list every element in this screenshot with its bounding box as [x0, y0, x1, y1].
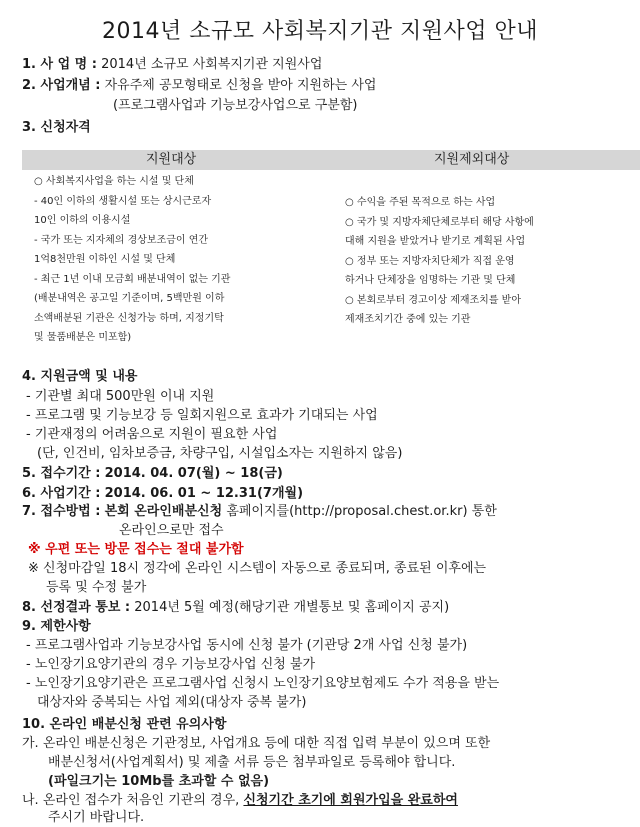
section-5 — [22, 465, 283, 483]
eligible-item: - 국가 또는 지자체의 경상보조금이 연간 — [34, 234, 209, 246]
section-6-label: 6. 사업기간 : — [22, 486, 101, 501]
section-4-item: - 프로그램 및 기능보강 등 일회지원으로 효과가 기대되는 사업 — [26, 408, 378, 423]
eligible-item: 10인 이하의 이용시설 — [34, 215, 131, 226]
section-1-value: 2014년 소규모 사회복지기관 지원사업 — [101, 57, 323, 72]
section-10-na-emphasis: 신청기간 초기에 회원가입을 완료하여 — [243, 793, 458, 808]
section-10-na — [22, 792, 458, 810]
section-2 — [22, 77, 376, 95]
section-4-item: - 기관별 최대 500만원 이내 지원 — [26, 389, 215, 404]
eligible-item: 1억8천만원 이하인 시설 및 단체 — [34, 254, 176, 265]
excluded-item: ○ 본회로부터 경고이상 제재조치를 받아 — [345, 294, 522, 306]
excluded-item: ○ 수익을 주된 목적으로 하는 사업 — [345, 197, 496, 208]
excluded-item: 하거나 단체장을 임명하는 기관 및 단체 — [345, 275, 516, 286]
excluded-item: 대해 지원을 받았거나 받기로 계획된 사업 — [345, 236, 526, 247]
eligible-item: 및 물품배분은 미포함) — [34, 332, 132, 343]
section-10-ga: 배분신청서(사업계획서) 및 제출 서류 등은 첨부파일로 등록해야 합니다. — [48, 755, 456, 770]
section-4-item: - 기관재정의 어려움으로 지원이 필요한 사업 — [26, 427, 278, 442]
col-header-eligible: 지원대상 — [146, 152, 197, 167]
section-4-item: (단, 인건비, 임차보증금, 차량구입, 시설입소자는 지원하지 않음) — [37, 446, 403, 461]
col-header-excluded: 지원제외대상 — [434, 152, 510, 167]
section-8 — [22, 599, 449, 617]
section-7-sub: 온라인으로만 접수 — [119, 523, 224, 538]
section-8-value: 2014년 5월 예정(해당기관 개별통보 및 홈페이지 공지) — [134, 600, 450, 615]
section-4-label: 4. 지원금액 및 내용 — [22, 369, 138, 384]
section-10-na-text: 나. 온라인 접수가 처음인 기관의 경우, — [22, 793, 240, 808]
eligibility-table-header — [22, 150, 640, 170]
section-10-label: 10. 온라인 배분신청 관련 유의사항 — [22, 717, 227, 732]
excluded-item: ○ 정부 또는 지방자치단체가 직접 운영 — [345, 255, 515, 267]
section-10-ga-note: (파일크기는 10Mb를 초과할 수 없음) — [48, 774, 270, 789]
eligible-item: (배분내역은 공고일 기준이며, 5백만원 이하 — [34, 293, 225, 304]
section-5-value: 2014. 04. 07(월) ~ 18(금) — [104, 466, 283, 481]
section-7-value-bold: 본회 온라인배분신청 — [104, 504, 223, 519]
eligible-item: - 40인 이하의 생활시설 또는 상시근로자 — [34, 195, 212, 207]
eligible-item: ○ 사회복지사업을 하는 시설 및 단체 — [34, 176, 194, 187]
section-10-ga: 가. 온라인 배분신청은 기관정보, 사업개요 등에 대한 직접 입력 부분이 있으며 또한 — [22, 736, 491, 751]
section-5-label: 5. 접수기간 : — [22, 466, 101, 481]
section-9-item: - 노인장기요양기관의 경우 기능보강사업 신청 불가 — [26, 657, 316, 672]
section-7-value: 홈페이지를(http://proposal.chest.or.kr) 통한 — [226, 504, 497, 519]
section-10-na: 주시기 바랍니다. — [48, 810, 145, 825]
excluded-item: 제재조치기간 중에 있는 기관 — [345, 314, 471, 325]
section-7-label: 7. 접수방법 : — [22, 504, 101, 519]
section-2-label: 2. 사업개념 : — [22, 78, 101, 93]
eligible-item: - 최근 1년 이내 모금회 배분내역이 없는 기관 — [34, 273, 231, 285]
section-9-item: 대상자와 중복되는 사업 제외(대상자 중복 불가) — [37, 695, 307, 710]
section-7-note: ※ 신청마감일 18시 정각에 온라인 시스템이 자동으로 종료되며, 종료된 이후에는 — [28, 561, 487, 576]
section-6 — [22, 485, 303, 503]
warning-text: ※ 우편 또는 방문 접수는 절대 불가함 — [28, 542, 244, 557]
section-7 — [22, 503, 497, 521]
page-title: 2014년 소규모 사회복지기관 지원사업 안내 — [102, 19, 538, 44]
section-1-label: 1. 사 업 명 : — [22, 57, 97, 72]
section-9-item: - 노인장기요양기관은 프로그램사업 신청시 노인장기요양보험제도 수가 적용을 받는 — [26, 676, 500, 691]
section-8-label: 8. 선정결과 통보 : — [22, 600, 131, 615]
section-6-value: 2014. 06. 01 ~ 12.31(7개월) — [104, 486, 304, 501]
section-2-sub: (프로그램사업과 기능보강사업으로 구분함) — [113, 98, 358, 113]
section-9-item: - 프로그램사업과 기능보강사업 동시에 신청 불가 (기관당 2개 사업 신청 불가) — [26, 638, 468, 653]
section-7-note: 등록 및 수정 불가 — [46, 580, 147, 595]
excluded-item: ○ 국가 및 지방자체단체로부터 해당 사항에 — [345, 216, 534, 228]
eligible-item: 소액배분된 기관은 신청가능 하며, 지정기탁 — [34, 312, 224, 324]
section-3-label: 3. 신청자격 — [22, 120, 91, 135]
section-2-value: 자유주제 공모형태로 신청을 받아 지원하는 사업 — [104, 78, 377, 93]
section-9-label: 9. 제한사항 — [22, 619, 91, 634]
section-1 — [22, 56, 322, 74]
